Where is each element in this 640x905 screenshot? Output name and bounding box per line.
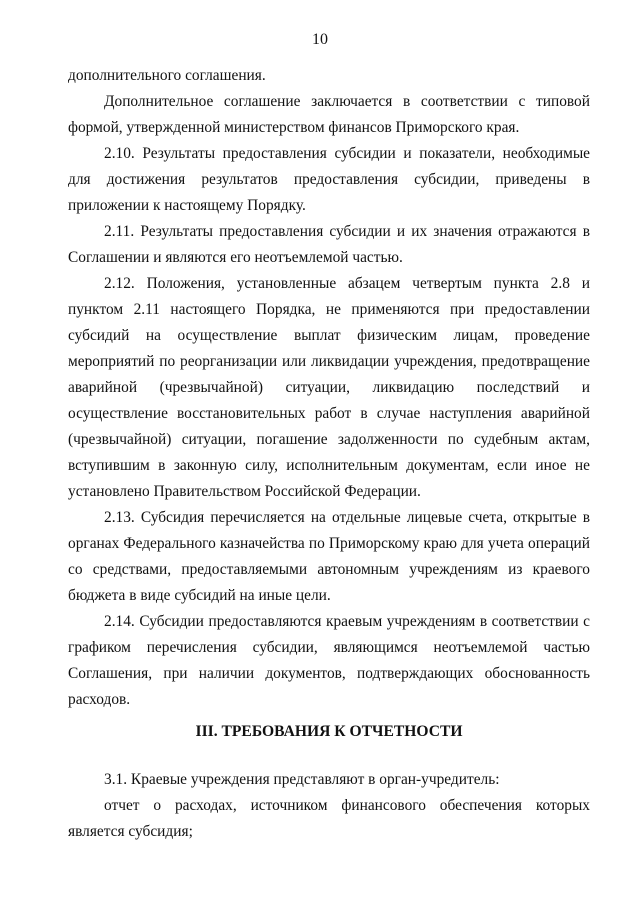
text-line: Соглашении и являются его неотъемлемой частью. (68, 249, 403, 266)
text-line: 2.13. Субсидия перечисляется на отдельные лицевые счета, открытые в (104, 509, 590, 526)
text-line: приложении к настоящему Порядку. (68, 197, 306, 214)
text-line: аварийной (чрезвычайной) ситуации, ликвидацию последствий и (68, 379, 590, 396)
text-line: Дополнительное соглашение заключается в соответствии с типовой (104, 93, 590, 110)
text-line: (чрезвычайной) ситуации, погашение задолженности по судебным актам, (68, 431, 590, 448)
text-line: 2.12. Положения, установленные абзацем четвертым пункта 2.8 и (104, 275, 590, 292)
text-line: мероприятий по реорганизации или ликвидации учреждения, предотвращение (68, 353, 590, 370)
text-line: пунктом 2.11 настоящего Порядка, не применяются при предоставлении (68, 301, 590, 318)
text-line: со средствами, предоставляемыми автономным учреждениям из краевого (68, 561, 590, 578)
text-line: органах Федерального казначейства по Приморскому краю для учета операций (68, 535, 590, 552)
document-body (68, 63, 590, 845)
text-line: Соглашения, при наличии документов, подтверждающих обоснованность (68, 665, 590, 682)
text-line: 2.10. Результаты предоставления субсидии и показатели, необходимые (104, 145, 590, 162)
text-line: вступившим в законную силу, исполнительным документам, если иное не (68, 457, 590, 474)
text-line: формой, утвержденной министерством финансов Приморского края. (68, 119, 520, 136)
text-line: является субсидия; (68, 823, 193, 840)
text-line: отчет о расходах, источником финансового обеспечения которых (104, 797, 590, 814)
text-line: 3.1. Краевые учреждения представляют в орган-учредитель: (104, 771, 500, 788)
text-line: 2.11. Результаты предоставления субсидии и их значения отражаются в (104, 223, 590, 240)
text-line: 2.14. Субсидии предоставляются краевым учреждениям в соответствии с (104, 613, 590, 630)
text-line: для достижения результатов предоставления субсидии, приведены в (68, 171, 590, 188)
text-line: расходов. (68, 691, 131, 708)
text-line: установлено Правительством Российской Федерации. (68, 483, 421, 500)
text-line: дополнительного соглашения. (68, 67, 266, 84)
section-heading: III. ТРЕБОВАНИЯ К ОТЧЕТНОСТИ (195, 723, 463, 740)
page-number: 10 (312, 31, 328, 48)
text-line: осуществление восстановительных работ в случае наступления аварийной (68, 405, 590, 422)
text-line: бюджета в виде субсидий на иные цели. (68, 587, 331, 604)
text-line: субсидий на осуществление выплат физическим лицам, проведение (68, 327, 590, 344)
text-line: графиком перечисления субсидии, являющимся неотъемлемой частью (68, 639, 590, 656)
